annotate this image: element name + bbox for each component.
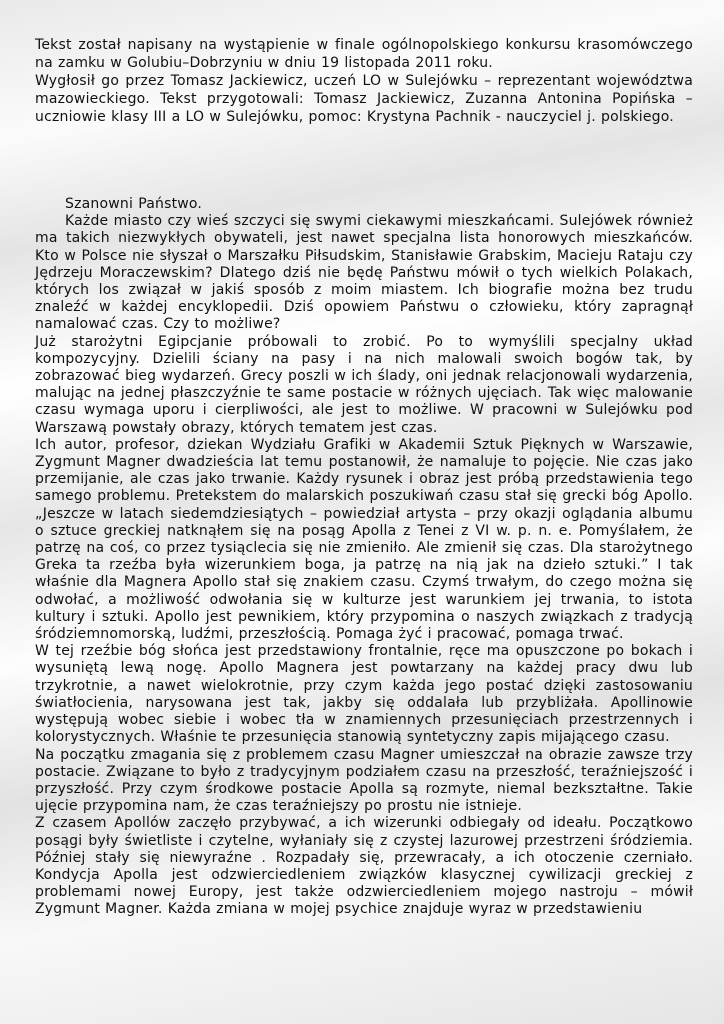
- salutation: Szanowni Państwo.: [65, 196, 203, 212]
- speech-body: [35, 196, 693, 919]
- paragraph: W tej rzeźbie bóg słońca jest przedstawiony frontalnie, ręce ma opuszczone po bokach i wysuniętą lewą nogę. Apollo Magnera jest powtarzany na każdej pracy dwu lub trzykrotnie, a nawet wielokrotnie, przy czym każda jego postać dzięki zastosowaniu światłocienia, narysowana jest tak, jakby się oddalała lub przybliżała. Apollinowie występują wobec siebie i wobec tła w znamiennych przesunięciach przestrzennych i kolorystycznych. Właśnie te przesunięcia stanowią syntetyczny zapis mijającego czasu.: [35, 643, 693, 746]
- intro-line-2: Wygłosił go przez Tomasz Jackiewicz, uczeń LO w Sulejówku – reprezentant województwa mazowieckiego. Tekst przygotowali: Tomasz Jackiewicz, Zuzanna Antonina Popińska – uczniowie klasy III a LO w Sulejówku, pomoc: Krystyna Pachnik - nauczyciel j. polskiego.: [35, 73, 693, 125]
- paragraph: Ich autor, profesor, dziekan Wydziału Grafiki w Akademii Sztuk Pięknych w Warszawie, Zygmunt Magner dwadzieścia lat temu postanowił, że namaluje to pojęcie. Nie czas jako przemijanie, ale czas jako trwanie. Każdy rysunek i obraz jest próbą przedstawienia tego samego problemu. Pretekstem do malarskich poszukiwań czasu stał się grecki bóg Apollo. „Jeszcze w latach siedemdziesiątych – powiedział artysta – przy okazji oglądania albumu o sztuce greckiej natknąłem się na posąg Apolla z Tenei z VI w. p. n. e. Pomyślałem, że patrzę na coś, co przez tysiąclecia się nie zmieniło. Ale zmienił się czas. Dla starożytnego Greka ta rzeźba była wizerunkiem boga, ja patrzę na nią jak na dzieło sztuki.” I tak właśnie dla Magnera Apollo stał się znakiem czasu. Czymś trwałym, do czego można się odwołać, a możliwość odwołania się w kulturze jest warunkiem jej trwania, to istota kultury i sztuki. Apollo jest pewnikiem, który przypomina o naszych związkach z tradycją śródziemnomorską, ludźmi, przeszłością. Pomaga żyć i pracować, pomaga trwać.: [35, 436, 693, 643]
- intro-note: [35, 36, 693, 126]
- paragraph: Na początku zmagania się z problemem czasu Magner umieszczał na obrazie zawsze trzy postacie. Związane to było z tradycyjnym podziałem czasu na przeszłość, teraźniejszość i przyszłość. Przy czym środkowe postacie Apolla są rozmyte, niemal bezkształtne. Takie ujęcie przypomina nam, że czas teraźniejszy po prostu nie istnieje.: [35, 746, 693, 815]
- paragraph: Z czasem Apollów zaczęło przybywać, a ich wizerunki odbiegały od ideału. Początkowo posągi były świetliste i czytelne, wyłaniały się z czystej lazurowej przestrzeni śródziemia. Później stały się niewyraźne . Rozpadały się, przewracały, a ich otoczenie czerniało. Kondycja Apolla jest odzwierciedleniem związków klasycznej cywilizacji greckiej z problemami nowej Europy, jest także odzwierciedleniem mojego nastroju – mówił Zygmunt Magner. Każda zmiana w mojej psychice znajduje wyraz w przedstawieniu: [35, 815, 693, 918]
- paragraph: Każde miasto czy wieś szczyci się swymi ciekawymi mieszkańcami. Sulejówek również ma takich niezwykłych obywateli, jest nawet specjalna lista honorowych mieszkańców. Kto w Polsce nie słyszał o Marszałku Piłsudskim, Stanisławie Grabskim, Macieju Rataju czy Jędrzeju Moraczewskim? Dlatego dziś nie będę Państwu mówił o tych wielkich Polakach, których los związał w jakiś sposób z moim miastem. Ich biografie można bez trudu znaleźć w każdej encyklopedii. Dziś opowiem Państwu o człowieku, który zapragnął namalować czas. Czy to możliwe?: [35, 213, 693, 333]
- paragraph: Już starożytni Egipcjanie próbowali to zrobić. Po to wymyślili specjalny układ kompozycyjny. Dzielili ściany na pasy i na nich malowali swoich bogów tak, by zobrazować bieg wydarzeń. Grecy poszli w ich ślady, oni jednak relacjonowali wydarzenia, malując na jednej płaszczyźnie te same postacie w różnych ujęciach. Tak więc malowanie czasu wymaga uporu i cierpliwości, ale jest to możliwe. W pracowni w Sulejówku pod Warszawą powstały obrazy, których tematem jest czas.: [35, 333, 693, 436]
- intro-line-1: Tekst został napisany na wystąpienie w finale ogólnopolskiego konkursu krasomówczego na zamku w Golubiu–Dobrzyniu w dniu 19 listopada 2011 roku.: [35, 37, 693, 71]
- document-page: [35, 36, 693, 919]
- spacer: [35, 126, 693, 196]
